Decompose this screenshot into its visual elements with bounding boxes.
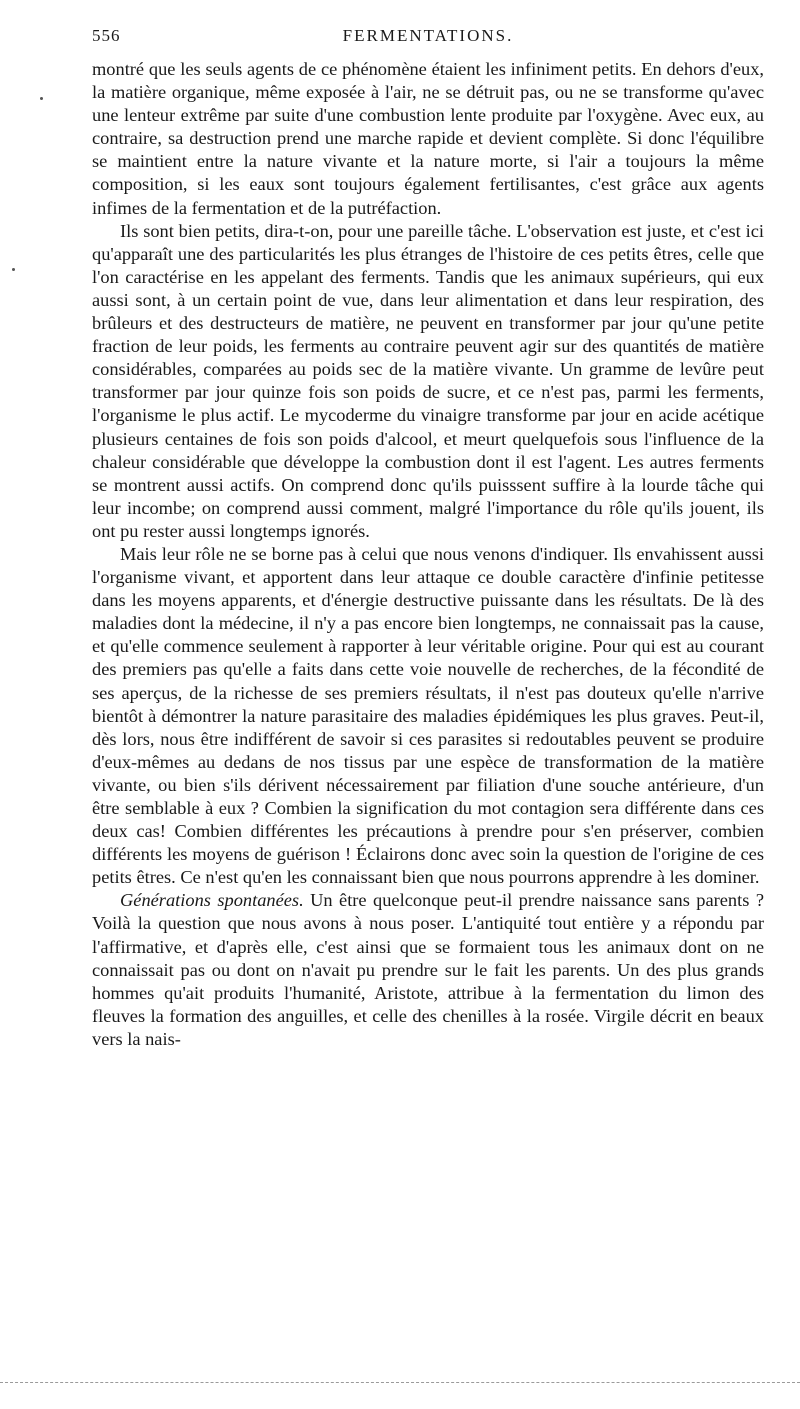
paragraph-text: montré que les seuls agents de ce phénomène étaient les infiniment petits. En dehors d'eux, la matière organique, même exposée à l'air, ne se détruit pas, ou ne se transforme qu'avec une lenteur extrême par suite d'une combustion lente produite par l'oxygène. Avec eux, au contraire, sa destruction prend une marche rapide et devient complète. Si donc l'équilibre se maintient entre la nature vivante et la nature morte, si l'air a toujours la même composition, si les eaux sont toujours également fertilisantes, c'est grâce aux agents infimes de la fermentation et de la putréfaction. xyxy=(92,59,764,218)
paragraph xyxy=(92,220,764,543)
body-text xyxy=(92,58,764,1051)
paragraph-text: Un être quelconque peut-il prendre naissance sans parents ? Voilà la question que nous avons à nous poser. L'antiquité tout entière y a répondu par l'affirmative, et d'après elle, c'est ainsi que se formaient tous les animaux dont on ne connaissait pas ou dont on n'avait pu prendre sur le fait les parents. Un des plus grands hommes qu'ait produits l'humanité, Aristote, attribue à la fermentation du limon des fleuves la formation des anguilles, et celle des chenilles à la rosée. Virgile décrit en beaux vers la nais- xyxy=(92,890,764,1049)
page-header xyxy=(92,26,764,56)
section-lead-in: Générations spontanées. xyxy=(120,890,304,911)
margin-mark xyxy=(12,268,15,271)
paragraph-text: Mais leur rôle ne se borne pas à celui que nous venons d'indiquer. Ils envahissent aussi l'organisme vivant, et apportent dans leur attaque ce double caractère d'infinie petitesse dans les moyens apparents, et d'énergie destructive puissante dans les résultats. De là des maladies dont la médecine, il n'y a pas encore bien longtemps, ne connaissait pas la cause, et qu'elle commence seulement à rapporter à leur véritable origine. Pour qui est au courant des premiers pas qu'elle a faits dans cette voie nouvelle de recherches, de la fécondité de ses aperçus, de la richesse de ses premiers résultats, il n'est pas douteux qu'elle n'arrive bientôt à démontrer la nature parasitaire des maladies épidémiques les plus graves. Peut-il, dès lors, nous être indifférent de savoir si ces parasites si redoutables peuvent se produire d'eux-mêmes au dedans de nos tissus par une espèce de transformation de la matière vivante, ou bien s'ils dérivent nécessairement par filiation d'une souche antérieure, d'un être semblable à eux ? Combien la signification du mot contagion sera différente dans ces deux cas! Combien différentes les précautions à prendre pour s'en préserver, combien différents les moyens de guérison ! Éclairons donc avec soin la question de l'origine de ces petits êtres. Ce n'est qu'en les connaissant bien que nous pourrons apprendre à les dominer. xyxy=(92,543,764,888)
running-title: FERMENTATIONS. xyxy=(342,26,514,45)
scan-edge-line xyxy=(0,1382,800,1383)
paragraph xyxy=(92,543,764,889)
paragraph xyxy=(92,889,764,1051)
paragraph xyxy=(92,58,764,220)
margin-mark xyxy=(40,97,43,100)
paragraph-text: Ils sont bien petits, dira-t-on, pour une pareille tâche. L'observation est juste, et c'est ici qu'apparaît une des particularités les plus étranges de l'histoire de ces petits êtres, celle que l'on caractérise en les appelant des ferments. Tandis que les animaux supérieurs, qui eux aussi sont, à un certain point de vue, dans leur alimentation et dans leur respiration, des brûleurs et des destructeurs de matière, ne peuvent en transformer par jour qu'une petite fraction de leur poids, les ferments au contraire peuvent agir sur des quantités de matière considérables, comparées au poids sec de la matière vivante. Un gramme de levûre peut transformer par jour quinze fois son poids de sucre, et ce n'est pas, parmi les ferments, l'organisme le plus actif. Le mycoderme du vinaigre transforme par jour en acide acétique plusieurs centaines de fois son poids d'alcool, et meurt quelquefois sous l'influence de la chaleur considérable que développe la combustion dont il est l'agent. Les autres ferments se montrent aussi actifs. On comprend donc qu'ils puisssent suffire à la lourde tâche qui leur incombe; on comprend aussi comment, malgré l'importance du rôle qu'ils jouent, ils ont pu rester aussi longtemps ignorés. xyxy=(92,220,764,541)
page-number: 556 xyxy=(92,26,121,45)
